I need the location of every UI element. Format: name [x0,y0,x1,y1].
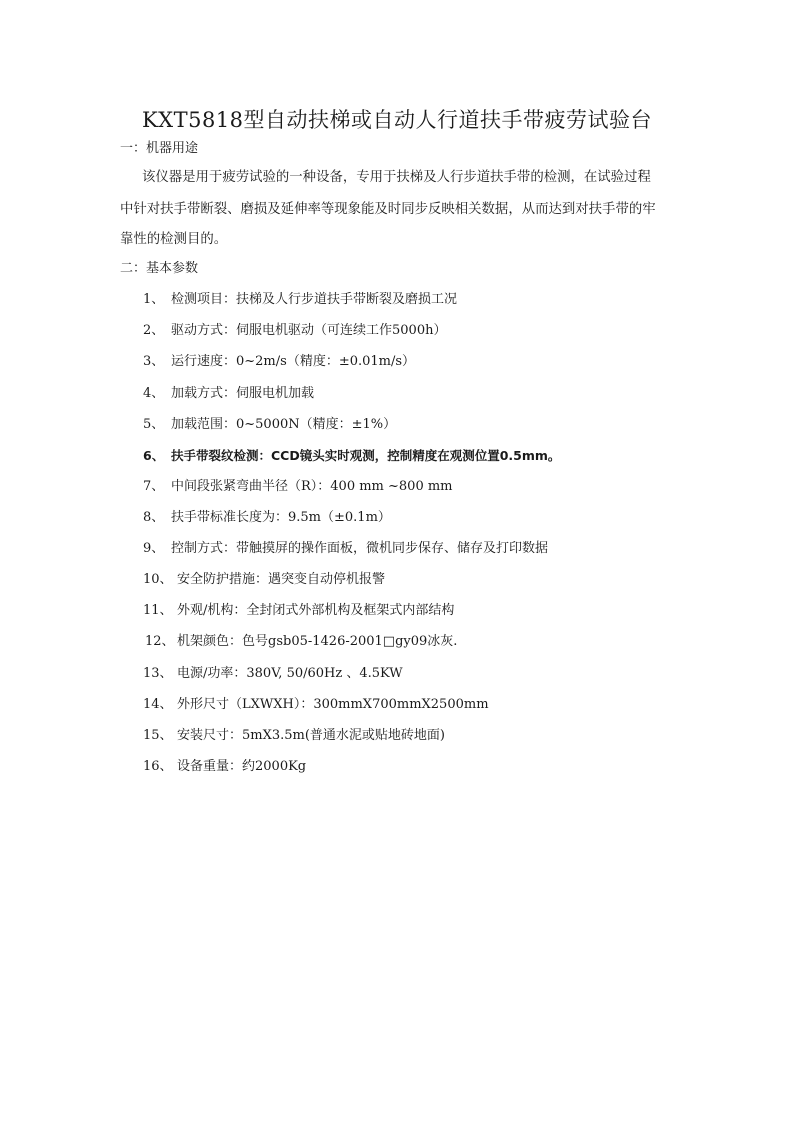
item-text: 安装尺寸：5mX3.5m(普通水泥或贴地砖地面) [177,728,445,743]
purpose-line-3: 靠性的检测目的。 [120,232,228,247]
item-number: 9、 [143,541,165,556]
list-item [143,665,403,683]
item-text: 扶手带裂纹检测：CCD镜头实时观测，控制精度在观测位置0.5mm。 [171,448,561,463]
item-text: 安全防护措施：遇突变自动停机报警 [177,572,386,587]
list-item [143,696,489,714]
item-text: 检测项目：扶梯及人行步道扶手带断裂及磨损工况 [171,292,458,307]
item-text: 外观/机构：全封闭式外部机构及框架式内部结构 [177,603,455,618]
item-text: 电源/功率：380V, 50/60Hz 、4.5KW [177,666,403,681]
item-text: 扶手带标准长度为：9.5m（±0.1m） [171,510,391,525]
list-item [143,758,306,776]
list-item [145,633,457,651]
list-item [143,416,396,434]
item-text: 驱动方式：伺服电机驱动（可连续工作5000h） [171,323,447,338]
item-text: 加载范围：0~5000N（精度：±1%） [171,417,397,432]
list-item [143,509,391,527]
item-text: 中间段张紧弯曲半径（R）：400 mm ~800 mm [171,479,453,494]
item-number: 16、 [143,759,173,774]
list-item [143,291,457,309]
item-number: 12、 [145,634,175,649]
item-text: 运行速度：0~2m/s（精度：±0.01m/s） [171,354,416,369]
item-number: 8、 [143,510,165,525]
item-text: 设备重量：约2000Kg [177,759,307,774]
section-heading-parameters: 二：基本参数 [120,261,199,276]
list-item [143,727,445,745]
list-item [143,540,548,558]
item-number: 11、 [143,603,173,618]
item-text: 外形尺寸（LXWXH）：300mmX700mmX2500mm [177,697,489,712]
item-number: 13、 [143,666,173,681]
item-number: 2、 [143,323,165,338]
list-item [143,353,415,371]
item-number: 7、 [143,479,165,494]
item-number: 10、 [143,572,173,587]
item-number: 3、 [143,354,165,369]
list-item [143,571,385,589]
item-text: 机架颜色：色号gsb05-1426-2001□gy09冰灰. [177,634,458,649]
item-number: 5、 [143,417,165,432]
purpose-line-2: 中针对扶手带断裂、磨损及延伸率等现象能及时同步反映相关数据，从而达到对扶手带的牢 [120,202,656,217]
item-number: 1、 [143,292,165,307]
list-item [143,478,453,496]
item-text: 控制方式：带触摸屏的操作面板，微机同步保存、储存及打印数据 [171,541,549,556]
purpose-line-1: 该仪器是用于疲劳试验的一种设备，专用于扶梯及人行步道扶手带的检测，在试验过程 [142,170,651,185]
item-text: 加载方式：伺服电机加载 [171,386,315,401]
item-number: 4、 [143,386,165,401]
item-number: 15、 [143,728,173,743]
list-item [143,322,446,340]
document-title: KXT5818型自动扶梯或自动人行道扶手带疲劳试验台 [141,108,653,132]
item-number: 6、 [143,448,165,463]
item-number: 14、 [143,697,173,712]
list-item [143,447,560,465]
list-item [143,385,314,403]
list-item [143,602,454,620]
section-heading-purpose: 一：机器用途 [120,141,199,156]
